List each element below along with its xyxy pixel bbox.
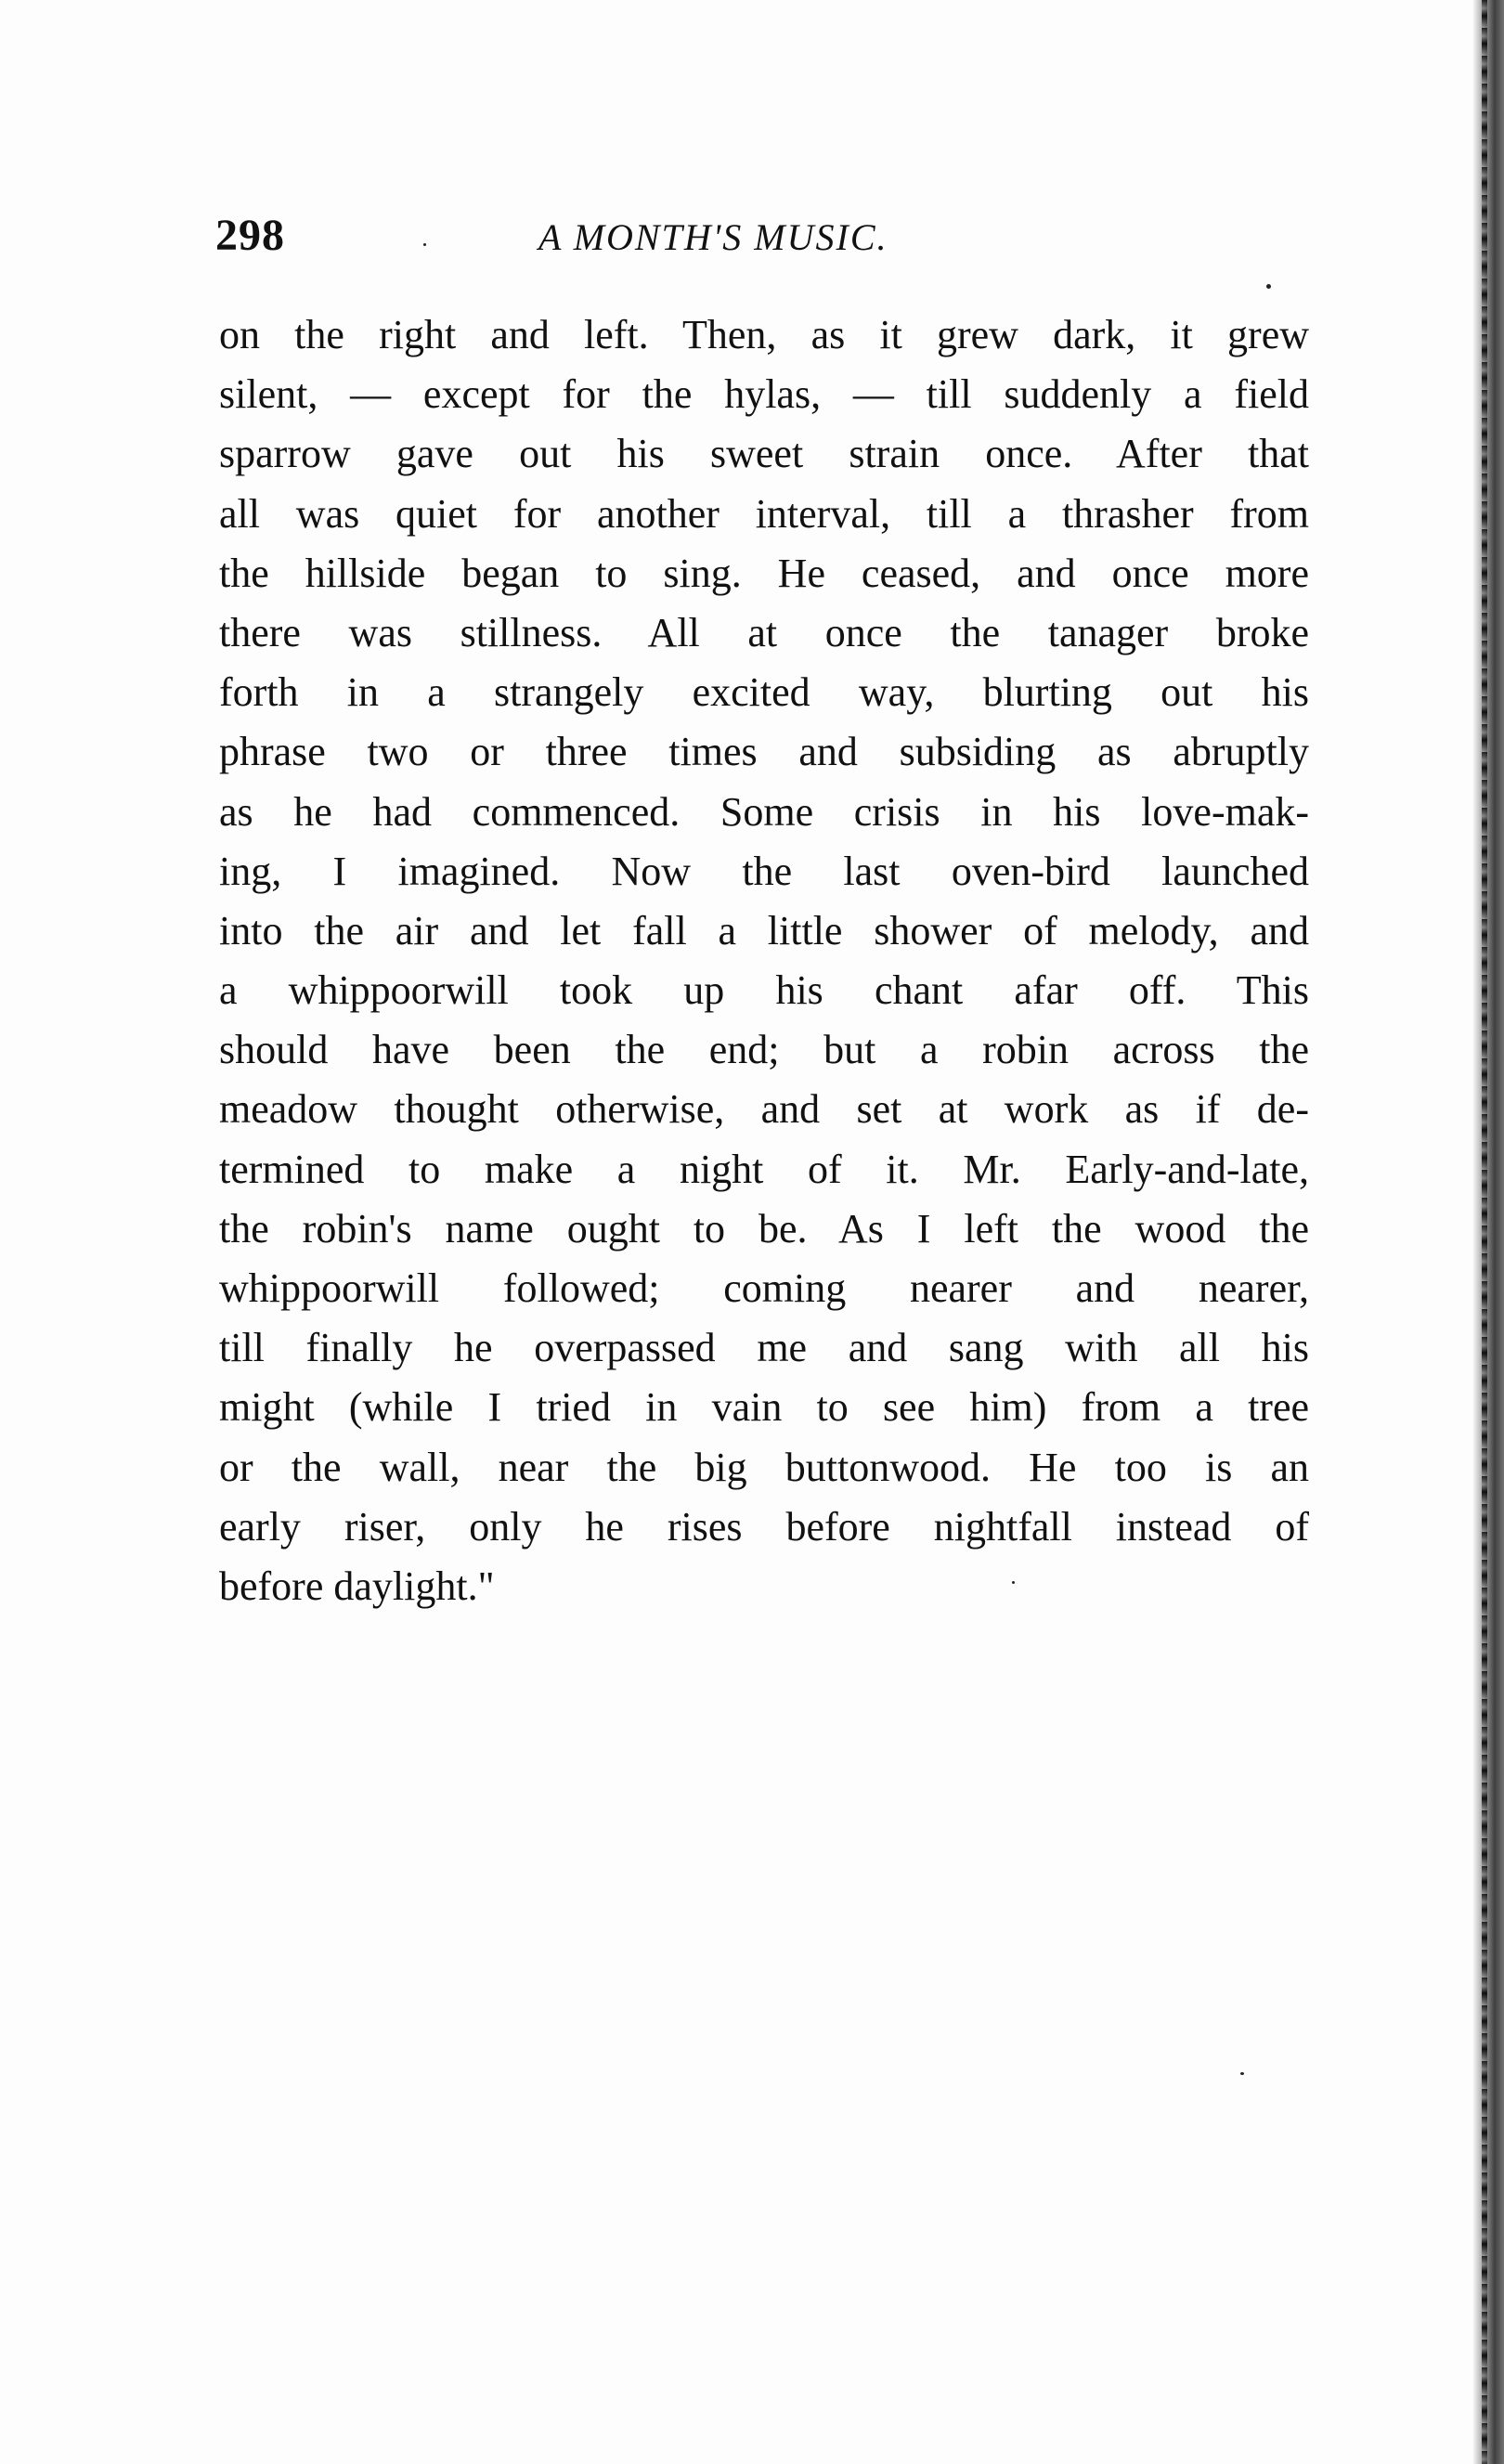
text-line: termined to make a night of it. Mr. Early-and-late,: [219, 1146, 1309, 1192]
text-line: a whippoorwill took up his chant afar off. This: [219, 967, 1309, 1014]
text-line: or the wall, near the big buttonwood. He too is an: [219, 1444, 1309, 1490]
text-line: meadow thought otherwise, and set at work as if de-: [219, 1086, 1309, 1133]
text-line: ing, I imagined. Now the last oven-bird launched: [219, 848, 1309, 894]
text-line: silent, — except for the hylas, — till suddenly a field: [219, 371, 1309, 418]
page-edge-texture: [1482, 0, 1487, 2464]
body-text: [219, 305, 1309, 1616]
text-line: the robin's name ought to be. As I left the wood the: [219, 1205, 1309, 1251]
text-line: the hillside began to sing. He ceased, and once more: [219, 550, 1309, 596]
text-line: as he had commenced. Some crisis in his love-mak-: [219, 788, 1309, 835]
ink-speck: [1240, 2072, 1244, 2075]
text-line: till finally he overpassed me and sang with all his: [219, 1325, 1309, 1371]
page-edge-shadow: [1472, 0, 1504, 2464]
text-line: forth in a strangely excited way, blurting out his: [219, 669, 1309, 716]
text-line: should have been the end; but a robin across the: [219, 1027, 1309, 1073]
ink-speck: [1012, 1581, 1015, 1584]
running-title: A MONTH'S MUSIC.: [538, 216, 888, 258]
text-line: there was stillness. All at once the tanager broke: [219, 609, 1309, 655]
text-line: might (while I tried in vain to see him) from a tree: [219, 1384, 1309, 1431]
text-line: into the air and let fall a little shower of melody, and: [219, 907, 1309, 953]
ink-speck: [423, 243, 426, 246]
text-line: before daylight.": [219, 1563, 495, 1609]
text-line: on the right and left. Then, as it grew dark, it grew: [219, 312, 1309, 357]
ink-speck: [1266, 284, 1271, 289]
text-line: phrase two or three times and subsiding as abruptly: [219, 729, 1309, 775]
page-number: 298: [215, 211, 285, 260]
text-line: early riser, only he rises before nightfall instead of: [219, 1503, 1309, 1550]
text-line: sparrow gave out his sweet strain once. After that: [219, 431, 1309, 477]
text-line: all was quiet for another interval, till a thrasher from: [219, 490, 1309, 537]
text-line: whippoorwill followed; coming nearer and nearer,: [219, 1265, 1309, 1311]
